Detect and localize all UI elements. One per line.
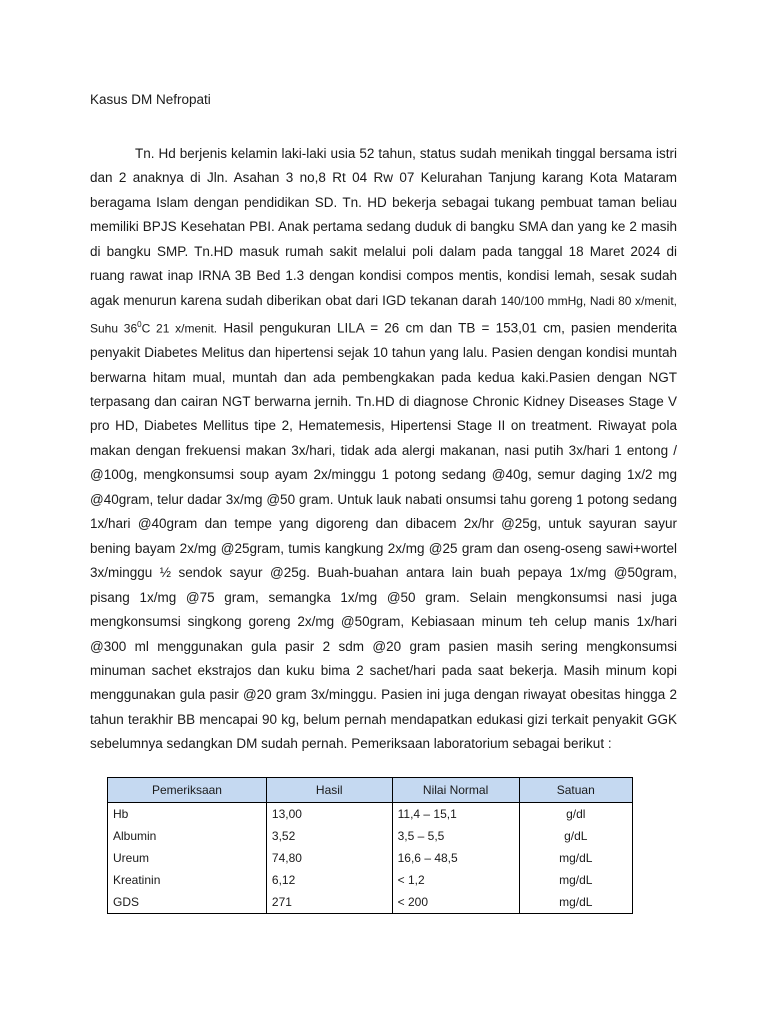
cell-test: Albumin — [108, 825, 267, 847]
cell-normal: < 1,2 — [392, 869, 519, 891]
cell-result: 3,52 — [266, 825, 392, 847]
cell-unit: mg/dL — [519, 891, 632, 914]
header-pemeriksaan: Pemeriksaan — [108, 778, 267, 803]
cell-test: GDS — [108, 891, 267, 914]
document-title: Kasus DM Nefropati — [90, 92, 211, 107]
cell-unit: mg/dL — [519, 869, 632, 891]
cell-unit: mg/dL — [519, 847, 632, 869]
case-paragraph-1: Tn. Hd berjenis kelamin laki-laki usia 52 tahun, status sudah menikah tinggal bersama istri dan 2 anaknya di Jln. Asahan 3 no,8 Rt 04 Rw 07 Kelurahan Tanjung karang Kota Mataram beragama Islam dengan pendidikan SD. Tn. HD bekerja sebagai tukang pembuat taman beliau memiliki BPJS Kesehatan PBI. Anak pertama sedang duduk di bangku SMA dan yang ke 2 masih di bangku SMP. Tn.HD masuk rumah sakit melalui poli dalam pada tanggal 18 Maret 2024 di ruang rawat inap IRNA 3B Bed 1.3 dengan kondisi compos mentis, kondisi lemah, sesak sudah agak menurun karena sudah diberikan obat dari IGD tekanan darah — [90, 146, 677, 308]
vitals-text: 140/100 mmHg, Nadi 80 x/menit, Suhu 36 — [90, 293, 678, 336]
case-paragraph-2: Hasil pengukuran LILA = 26 cm dan TB = 153,01 cm, pasien menderita penyakit Diabetes Melitus dan hipertensi sejak 10 tahun yang lalu. Pasien dengan kondisi muntah berwarna hitam mual, muntah dan ada pembengkakan pada kedua kaki.Pasien dengan NGT terpasang dan cairan NGT berwarna jernih. Tn.HD di diagnose Chronic Kidney Diseases Stage V pro HD, Diabetes Mellitus tipe 2, Hematemesis, Hipertensi Stage II on treatment. Riwayat pola makan dengan frekuensi makan 3x/hari, tidak ada alergi makanan, nasi putih 3x/hari 1 entong / @100g, mengkonsumsi soup ayam 2x/minggu 1 potong sedang @40g, semur daging 1x/2 mg @40gram, telur dadar 3x/mg @50 gram. Untuk lauk nabati onsumsi tahu goreng 1 potong sedang 1x/hari @40gram dan tempe yang digoreng dan dibacem 2x/hr @25g, untuk sayuran sayur bening bayam 2x/mg @25gram, tumis kangkung 2x/mg @25 gram dan oseng-oseng sawi+wortel 3x/minggu ½ sendok sayur @25g. Buah-buahan antara lain buah pepaya 1x/mg @50gram, pisang 1x/mg @75 gram, semangka 1x/mg @50 gram. Selain mengkonsumsi nasi juga mengkonsumsi singkong goreng 2x/mg @50gram, Kebiasaan minum teh celup manis 1x/hari @300 ml menggunakan gula pasir 2 sdm @20 gram pasien masih sering mengkonsumsi minuman sachet ekstrajos dan kuku bima 2 sachet/hari pada saat bekerja. Masih minum kopi menggunakan gula pasir @20 gram 3x/minggu. Pasien ini juga dengan riwayat obesitas hingga 2 tahun terakhir BB mencapai 90 kg, belum pernah mendapatkan edukasi gizi terkait penyakit GGK sebelumnya sedangkan DM sudah pernah. — [90, 320, 677, 752]
cell-result: 271 — [266, 891, 392, 914]
cell-unit: g/dL — [519, 825, 632, 847]
table-row — [108, 825, 633, 847]
table-header-row — [108, 778, 633, 803]
header-nilai-normal: Nilai Normal — [392, 778, 519, 803]
header-hasil: Hasil — [266, 778, 392, 803]
table-row — [108, 891, 633, 914]
vitals-degree: 0 — [137, 320, 142, 330]
cell-normal: 11,4 – 15,1 — [392, 803, 519, 826]
cell-result: 74,80 — [266, 847, 392, 869]
cell-test: Ureum — [108, 847, 267, 869]
table-row — [108, 847, 633, 869]
cell-normal: 3,5 – 5,5 — [392, 825, 519, 847]
table-row — [108, 869, 633, 891]
cell-unit: g/dl — [519, 803, 632, 826]
header-satuan: Satuan — [519, 778, 632, 803]
lab-intro: Pemeriksaan laboratorium sebagai berikut : — [351, 736, 612, 752]
cell-normal: < 200 — [392, 891, 519, 914]
case-description — [90, 142, 677, 757]
cell-result: 13,00 — [266, 803, 392, 826]
cell-normal: 16,6 – 48,5 — [392, 847, 519, 869]
lab-results-table — [107, 777, 633, 914]
table-row — [108, 803, 633, 826]
cell-test: Kreatinin — [108, 869, 267, 891]
vitals-end: C 21 x/menit. — [141, 321, 218, 336]
cell-test: Hb — [108, 803, 267, 826]
cell-result: 6,12 — [266, 869, 392, 891]
